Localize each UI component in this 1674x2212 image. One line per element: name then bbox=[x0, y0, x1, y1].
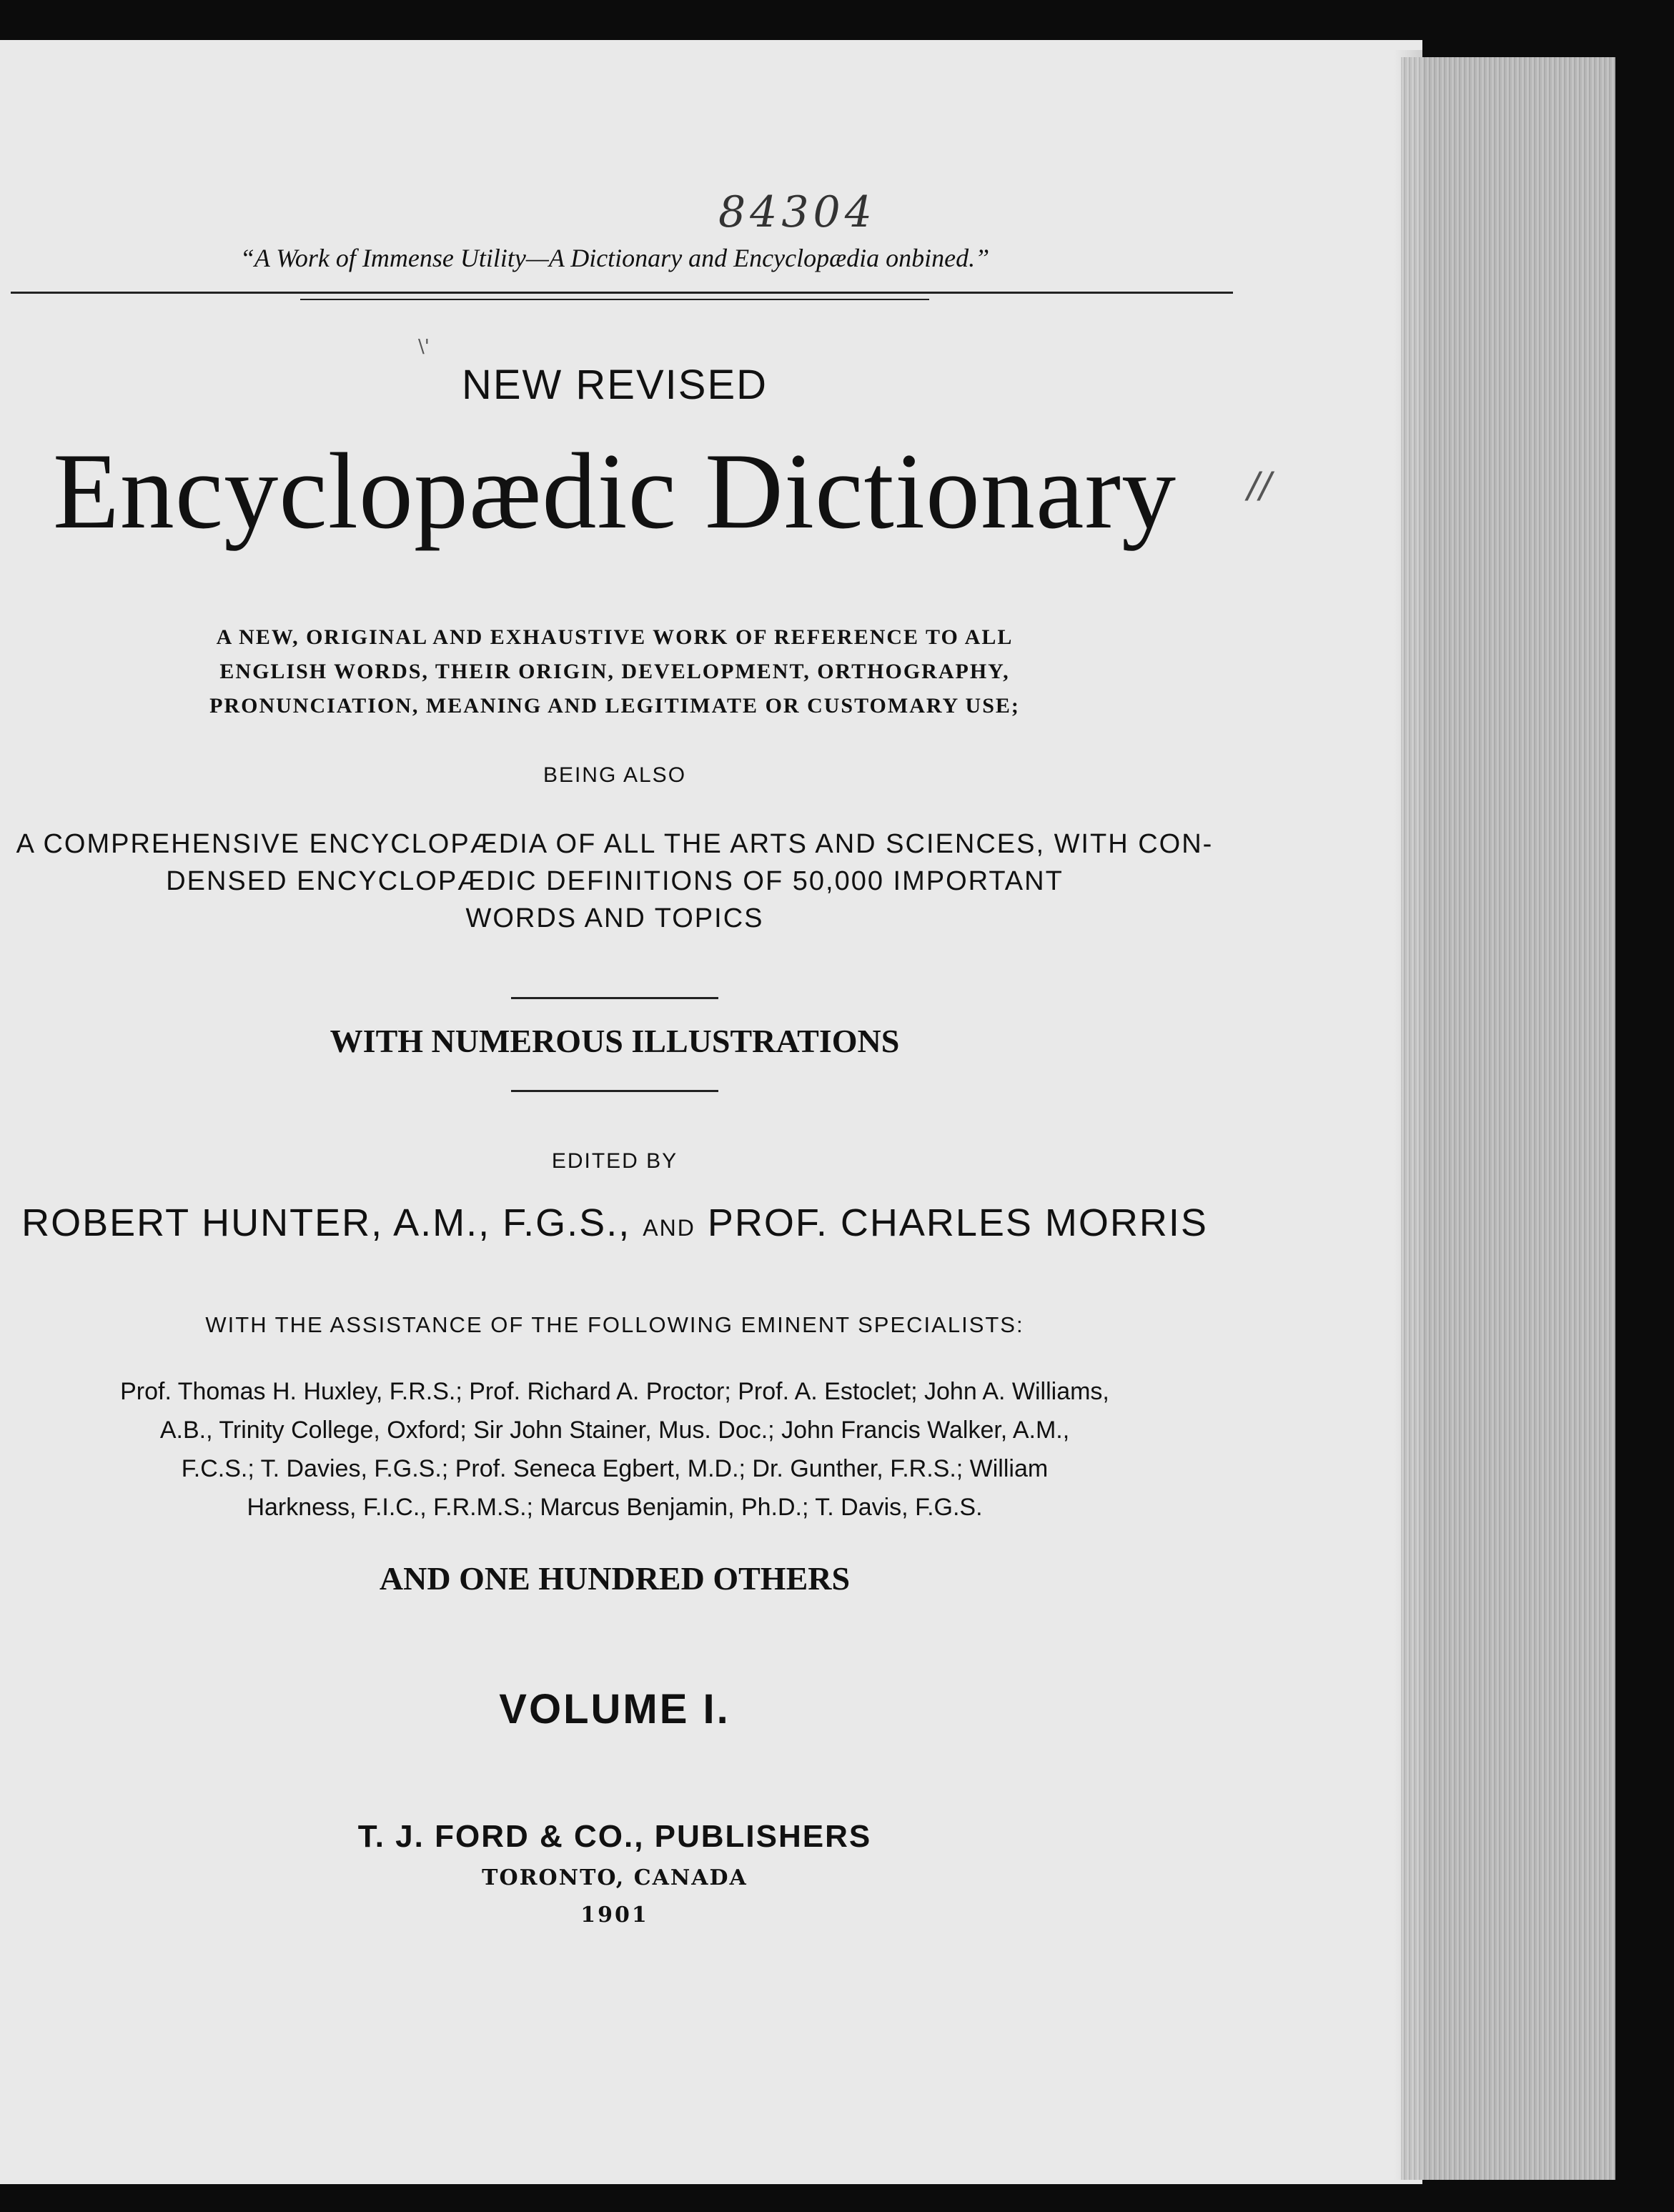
description-line: PRONUNCIATION, MEANING AND LEGITIMATE OR CUSTOMARY USE; bbox=[209, 694, 1020, 718]
publication-year: 1901 bbox=[580, 1903, 649, 1928]
specialists-line: Prof. Thomas H. Huxley, F.R.S.; Prof. Richard A. Proctor; Prof. A. Estoclet; John A. Williams, bbox=[120, 1378, 1109, 1405]
specialists-list bbox=[0, 1372, 1229, 1527]
editor-conjunction: AND bbox=[643, 1215, 695, 1241]
description-line: ENGLISH WORDS, THEIR ORIGIN, DEVELOPMENT, ORTHOGRAPHY, bbox=[219, 660, 1010, 683]
publisher-city: TORONTO, CANADA bbox=[482, 1865, 748, 1890]
comprehensive-description bbox=[0, 825, 1229, 937]
comprehensive-line: DENSED ENCYCLOPÆDIC DEFINITIONS OF 50,000 IMPORTANT bbox=[166, 866, 1064, 896]
editor-name: ROBERT HUNTER, A.M., F.G.S., bbox=[21, 1201, 631, 1244]
editors-line bbox=[0, 1201, 1229, 1245]
comprehensive-line: WORDS AND TOPICS bbox=[465, 903, 764, 933]
specialists-line: A.B., Trinity College, Oxford; Sir John Stainer, Mus. Doc.; John Francis Walker, A.M., bbox=[159, 1417, 1070, 1444]
edited-by: EDITED BY bbox=[551, 1149, 678, 1173]
assistance-heading: WITH THE ASSISTANCE OF THE FOLLOWING EMINENT SPECIALISTS: bbox=[205, 1312, 1024, 1337]
specialists-line: Harkness, F.I.C., F.R.M.S.; Marcus Benjamin, Ph.D.; T. Davis, F.G.S. bbox=[247, 1494, 983, 1521]
book-fore-edge bbox=[1401, 57, 1615, 2180]
others-line: AND ONE HUNDRED OTHERS bbox=[379, 1560, 851, 1597]
volume-number: VOLUME I. bbox=[499, 1686, 730, 1732]
comprehensive-line: A COMPREHENSIVE ENCYCLOPÆDIA OF ALL THE ARTS AND SCIENCES, WITH CON- bbox=[16, 829, 1214, 859]
top-rule-thin bbox=[300, 299, 929, 300]
being-also: BEING ALSO bbox=[543, 763, 687, 787]
editor-name: PROF. CHARLES MORRIS bbox=[707, 1201, 1208, 1244]
handwritten-catalog-number: 84304 bbox=[718, 187, 876, 237]
illustrations-line: WITH NUMEROUS ILLUSTRATIONS bbox=[330, 1023, 900, 1059]
specialists-line: F.C.S.; T. Davies, F.G.S.; Prof. Seneca Egbert, M.D.; Dr. Gunther, F.R.S.; William bbox=[181, 1455, 1049, 1482]
pencil-tick-mark: \' bbox=[418, 336, 430, 357]
divider-rule bbox=[511, 1090, 718, 1092]
description-line: A NEW, ORIGINAL AND EXHAUSTIVE WORK OF REFERENCE TO ALL bbox=[216, 625, 1014, 649]
divider-rule bbox=[511, 997, 718, 999]
subtitle-new-revised: NEW REVISED bbox=[461, 362, 768, 408]
publisher: T. J. FORD & CO., PUBLISHERS bbox=[357, 1819, 872, 1854]
tagline: “A Work of Immense Utility—A Dictionary and Encyclopædia onbined.” bbox=[239, 244, 990, 272]
description bbox=[0, 620, 1229, 723]
top-rule bbox=[11, 292, 1233, 294]
main-title: Encyclopædic Dictionary bbox=[52, 431, 1177, 551]
pencil-tick-mark: // bbox=[1247, 465, 1272, 506]
